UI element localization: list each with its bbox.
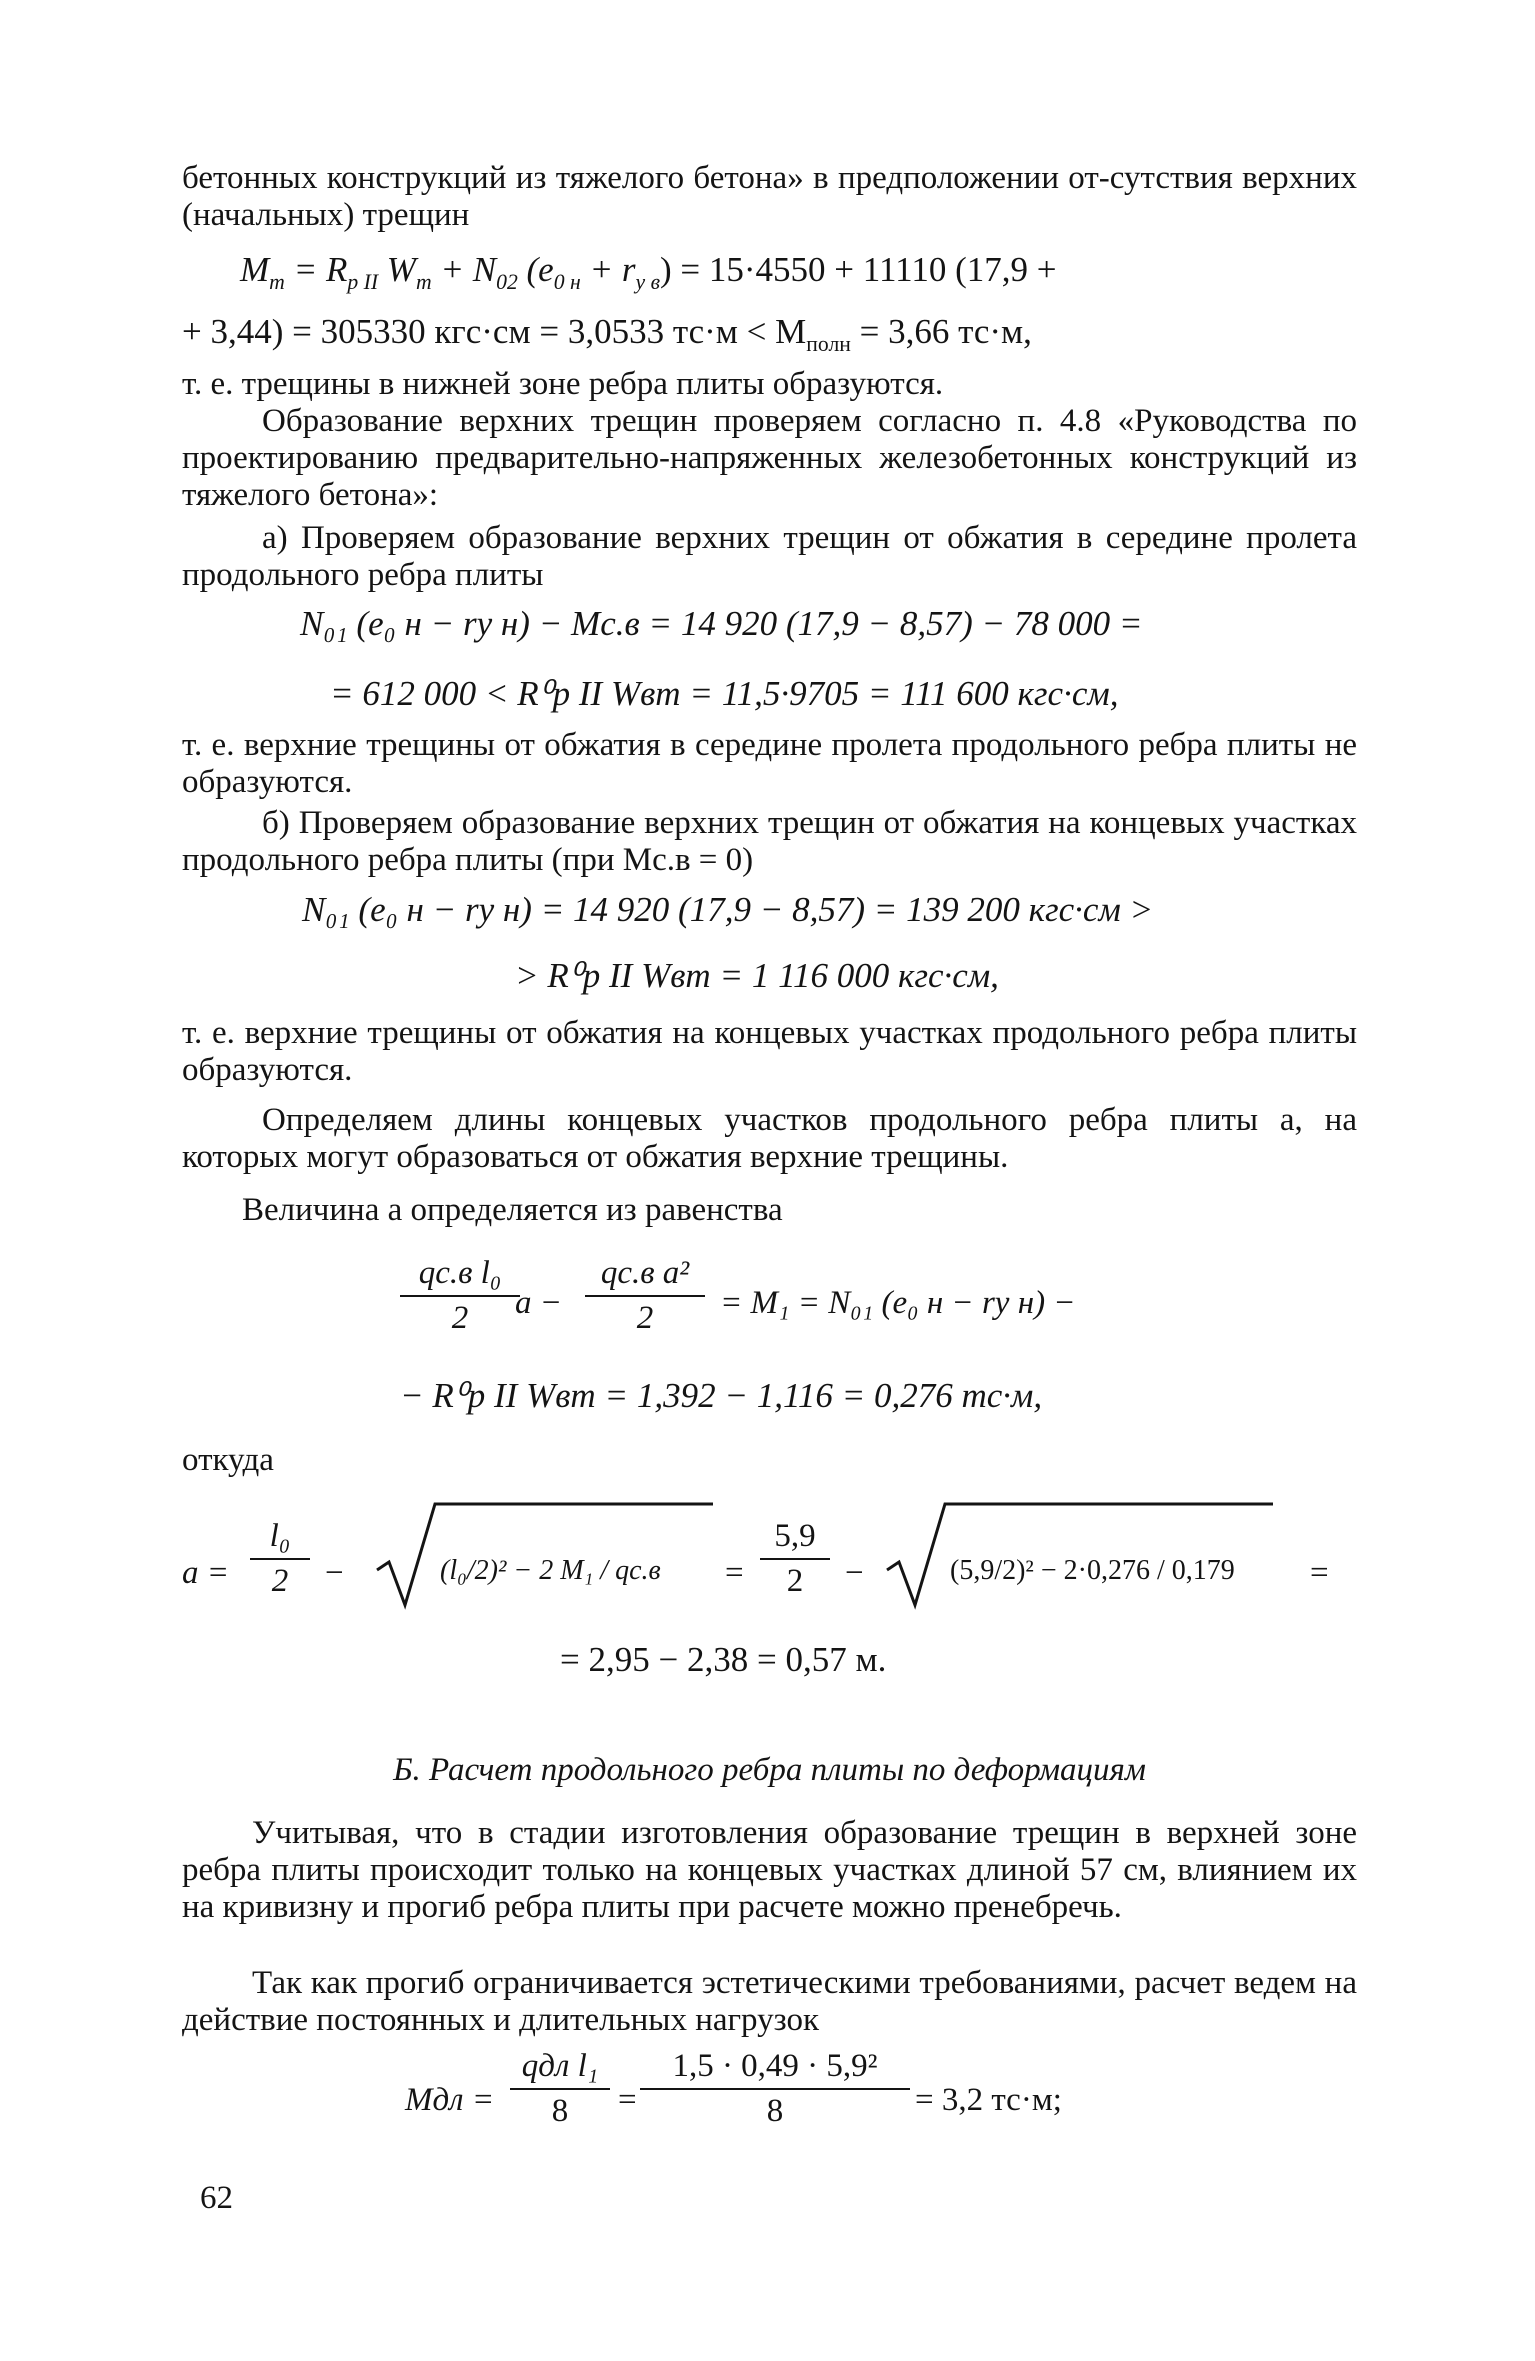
fraction-bar xyxy=(760,1558,830,1560)
formula-part: M xyxy=(240,250,270,289)
paragraph: б) Проверяем образование верхних трещин от обжатия на концевых участках продольного ребра плиты (при Mс.в = 0) xyxy=(182,805,1357,878)
formula-part: a = xyxy=(182,1555,230,1591)
paragraph: т. е. верхние трещины от обжатия в середине пролета продольного ребра плиты не образуются. xyxy=(182,727,1357,800)
numerator: qдл l₁ xyxy=(521,2048,599,2084)
formula-midspan: N₀₁ (e₀ н − rу н) − Mс.в = 14 920 (17,9 − 8,57) − 78 000 = xyxy=(300,604,1143,643)
formula-line-2 xyxy=(182,312,1032,356)
formula-part: т xyxy=(269,270,285,294)
denominator: 2 xyxy=(271,1563,289,1599)
section-heading: Б. Расчет продольного ребра плиты по деформациям xyxy=(393,1752,1146,1788)
radicand: (l₀/2)² − 2 M₁ / qс.в xyxy=(440,1555,661,1586)
fraction-bar xyxy=(640,2088,910,2090)
radicand: (5,9/2)² − 2·0,276 / 0,179 xyxy=(950,1555,1235,1586)
formula-part: = xyxy=(725,1555,744,1591)
fraction xyxy=(640,2048,910,2130)
formula-part: = 3,66 тс·м, xyxy=(850,312,1032,351)
numerator: 1,5 · 0,49 · 5,9² xyxy=(672,2048,878,2084)
formula-part: + 3,44) = 305330 кгс·см = 3,0533 тс·м < M xyxy=(182,312,807,351)
formula-midspan-result: = 612 000 < R⁰р II Wвт = 11,5·9705 = 111 600 кгс·см, xyxy=(330,674,1119,713)
paragraph: Образование верхних трещин проверяем согласно п. 4.8 «Руководства по проектированию предварительно-напряженных железобетонных конструкций из тяжелого бетона»: xyxy=(182,403,1357,513)
formula-part: W xyxy=(386,250,416,289)
fraction xyxy=(760,1518,830,1600)
formula-part: + r xyxy=(580,250,636,289)
formula-part: = R xyxy=(284,250,348,289)
formula-crack-moment xyxy=(240,250,1057,294)
formula-part: р II xyxy=(347,270,379,294)
formula-end-zone: N₀₁ (e₀ н − rу н) = 14 920 (17,9 − 8,57) = 139 200 кгс·см > xyxy=(302,890,1154,929)
numerator: 5,9 xyxy=(774,1518,816,1554)
formula-part: у в xyxy=(635,270,660,294)
formula-part: a − xyxy=(515,1285,563,1321)
formula-part: = xyxy=(618,2082,637,2118)
formula-part: полн xyxy=(806,332,851,356)
formula-part: = M₁ = N₀₁ (e₀ н − rу н) − xyxy=(720,1285,1076,1321)
formula-m1: − R⁰р II Wвт = 1,392 − 1,116 = 0,276 тс·м, xyxy=(400,1376,1043,1415)
formula-part: Mдл = xyxy=(405,2082,495,2118)
formula-end-zone-result: > R⁰р II Wвт = 1 116 000 кгс·см, xyxy=(515,956,999,995)
fraction-bar xyxy=(250,1558,310,1560)
paragraph: а) Проверяем образование верхних трещин от обжатия в середине пролета продольного ребра плиты xyxy=(182,520,1357,593)
denominator: 8 xyxy=(551,2093,569,2129)
paragraph: откуда xyxy=(182,1442,274,1478)
fraction-bar xyxy=(510,2088,610,2090)
paragraph: Так как прогиб ограничивается эстетическими требованиями, расчет ведем на действие постоянных и длительных нагрузок xyxy=(182,1965,1357,2038)
formula-part: т xyxy=(415,270,432,294)
formula-part: = xyxy=(1310,1555,1329,1591)
denominator: 8 xyxy=(766,2093,784,2129)
fraction xyxy=(400,1255,520,1337)
fraction-bar xyxy=(585,1295,705,1297)
formula-part: − xyxy=(325,1555,344,1591)
denominator: 2 xyxy=(636,1300,654,1336)
fraction-bar xyxy=(400,1295,520,1297)
fraction xyxy=(585,1255,705,1337)
paragraph: Учитывая, что в стадии изготовления образование трещин в верхней зоне ребра плиты происходит только на концевых участках длиной 57 см, влиянием их на кривизну и прогиб ребра плиты при расчете можно пренебречь. xyxy=(182,1815,1357,1925)
fraction xyxy=(510,2048,610,2130)
formula-part: 0 н xyxy=(553,270,581,294)
fraction xyxy=(250,1518,310,1600)
numerator: qс.в a² xyxy=(600,1255,690,1291)
formula-a-result: = 2,95 − 2,38 = 0,57 м. xyxy=(560,1640,887,1679)
paragraph: т. е. трещины в нижней зоне ребра плиты образуются. xyxy=(182,366,944,402)
paragraph: т. е. верхние трещины от обжатия на концевых участках продольного ребра плиты образуются. xyxy=(182,1015,1357,1088)
paragraph: бетонных конструкций из тяжелого бетона» в предположении от-сутствия верхних (начальных) трещин xyxy=(182,160,1357,233)
formula-part: − xyxy=(845,1555,864,1591)
formula-part: (e xyxy=(517,250,554,289)
numerator: qс.в l₀ xyxy=(418,1255,502,1291)
paragraph: Величина a определяется из равенства xyxy=(242,1192,783,1228)
formula-part: ) = 15·4550 + 11110 (17,9 + xyxy=(659,250,1057,289)
formula-part: 02 xyxy=(496,270,518,294)
page-number: 62 xyxy=(200,2180,233,2216)
numerator: l₀ xyxy=(269,1518,291,1554)
denominator: 2 xyxy=(786,1563,804,1599)
formula-part: = 3,2 тс·м; xyxy=(915,2082,1062,2118)
denominator: 2 xyxy=(451,1300,469,1336)
formula-part: + N xyxy=(431,250,497,289)
paragraph: Определяем длины концевых участков продольного ребра плиты a, на которых могут образоваться от обжатия верхние трещины. xyxy=(182,1102,1357,1175)
